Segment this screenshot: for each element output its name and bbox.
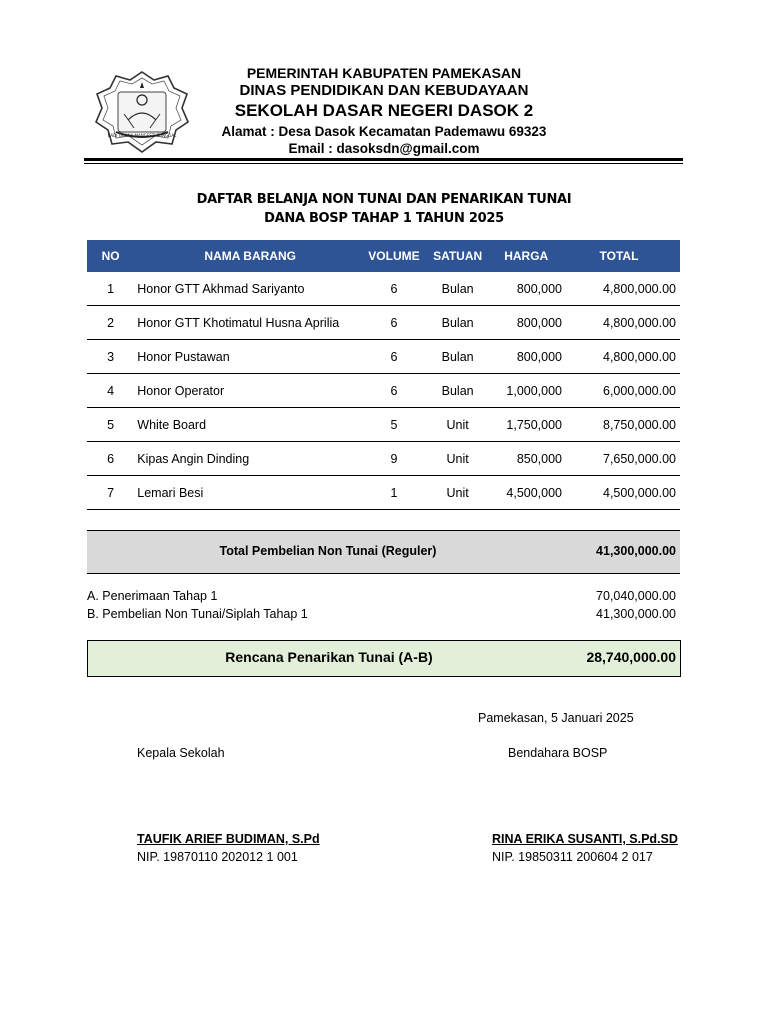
header-rule-thin xyxy=(84,163,683,164)
cell-volume: 6 xyxy=(363,306,425,340)
col-header-no: NO xyxy=(87,240,134,272)
summary-b-value: 41,300,000.00 xyxy=(596,607,676,621)
logo-motto: BADI GHANA MANGESTI TUNGGAL xyxy=(107,133,177,138)
cell-volume: 6 xyxy=(363,272,425,306)
right-signatory-name: RINA ERIKA SUSANTI, S.Pd.SD xyxy=(492,832,678,846)
cell-name: Honor Operator xyxy=(134,374,363,408)
col-header-total: TOTAL xyxy=(562,240,680,272)
place-date: Pamekasan, 5 Januari 2025 xyxy=(478,711,634,725)
table-row xyxy=(87,476,680,510)
header-government: PEMERINTAH KABUPATEN PAMEKASAN xyxy=(246,65,522,81)
cell-volume: 9 xyxy=(363,442,425,476)
table-header-row xyxy=(87,240,680,272)
cell-name: Kipas Angin Dinding xyxy=(134,442,363,476)
right-signatory-nip: NIP. 19850311 200604 2 017 xyxy=(492,850,653,864)
cell-name: Honor GTT Khotimatul Husna Aprilia xyxy=(134,306,363,340)
cell-total: 4,800,000.00 xyxy=(562,306,680,340)
left-signatory-role: Kepala Sekolah xyxy=(137,746,225,760)
summary-a-value: 70,040,000.00 xyxy=(596,589,676,603)
cell-unit: Bulan xyxy=(425,272,491,306)
summary-row-a xyxy=(87,589,676,603)
cell-unit: Bulan xyxy=(425,306,491,340)
cell-no: 4 xyxy=(87,374,134,408)
table-row xyxy=(87,272,680,306)
col-header-unit: SATUAN xyxy=(425,240,491,272)
cell-volume: 5 xyxy=(363,408,425,442)
cell-total: 6,000,000.00 xyxy=(562,374,680,408)
cell-total: 4,500,000.00 xyxy=(562,476,680,510)
cell-no: 5 xyxy=(87,408,134,442)
cell-name: Lemari Besi xyxy=(134,476,363,510)
cell-total: 4,800,000.00 xyxy=(562,272,680,306)
summary-a-label: A. Penerimaan Tahap 1 xyxy=(87,589,218,603)
cell-unit: Unit xyxy=(425,442,491,476)
cell-name: Honor GTT Akhmad Sariyanto xyxy=(134,272,363,306)
header-rule-thick xyxy=(84,158,683,161)
cell-price: 1,750,000 xyxy=(490,408,562,442)
col-header-volume: VOLUME xyxy=(363,240,425,272)
cell-volume: 6 xyxy=(363,340,425,374)
col-header-name: NAMA BARANG xyxy=(134,240,363,272)
total-noncash-box xyxy=(87,530,680,574)
col-header-price: HARGA xyxy=(490,240,562,272)
table-row xyxy=(87,306,680,340)
cell-price: 850,000 xyxy=(490,442,562,476)
plan-value: 28,740,000.00 xyxy=(586,649,676,665)
cell-name: Honor Pustawan xyxy=(134,340,363,374)
cell-price: 4,500,000 xyxy=(490,476,562,510)
header-email: Email : dasoksdn@gmail.com xyxy=(288,141,480,156)
document-subtitle: DANA BOSP TAHAP 1 TAHUN 2025 xyxy=(264,211,504,226)
cell-name: White Board xyxy=(134,408,363,442)
table-row xyxy=(87,340,680,374)
cell-price: 800,000 xyxy=(490,340,562,374)
cell-price: 800,000 xyxy=(490,272,562,306)
header-address: Alamat : Desa Dasok Kecamatan Pademawu 69323 xyxy=(221,124,547,139)
left-signatory-name: TAUFIK ARIEF BUDIMAN, S.Pd xyxy=(137,832,320,846)
cell-volume: 6 xyxy=(363,374,425,408)
cell-price: 800,000 xyxy=(490,306,562,340)
table-row xyxy=(87,374,680,408)
cell-volume: 1 xyxy=(363,476,425,510)
total-noncash-label: Total Pembelian Non Tunai (Reguler) xyxy=(219,544,437,558)
summary-b-label: B. Pembelian Non Tunai/Siplah Tahap 1 xyxy=(87,607,308,621)
table-row xyxy=(87,408,680,442)
header-school-name: SEKOLAH DASAR NEGERI DASOK 2 xyxy=(234,101,534,120)
header-department: DINAS PENDIDIKAN DAN KEBUDAYAAN xyxy=(239,82,529,99)
total-noncash-value: 41,300,000.00 xyxy=(596,544,676,558)
cell-unit: Bulan xyxy=(425,374,491,408)
summary-row-b xyxy=(87,607,676,621)
table-row xyxy=(87,442,680,476)
plan-label: Rencana Penarikan Tunai (A-B) xyxy=(225,649,433,665)
cell-no: 6 xyxy=(87,442,134,476)
document-title: DAFTAR BELANJA NON TUNAI DAN PENARIKAN TUNAI xyxy=(196,192,572,207)
cell-total: 8,750,000.00 xyxy=(562,408,680,442)
right-signatory-role: Bendahara BOSP xyxy=(508,746,608,760)
cell-no: 7 xyxy=(87,476,134,510)
cell-no: 2 xyxy=(87,306,134,340)
items-table xyxy=(87,240,680,510)
cell-no: 1 xyxy=(87,272,134,306)
cash-withdrawal-plan-box xyxy=(87,640,681,677)
cell-unit: Unit xyxy=(425,476,491,510)
cell-unit: Bulan xyxy=(425,340,491,374)
cell-price: 1,000,000 xyxy=(490,374,562,408)
cell-unit: Unit xyxy=(425,408,491,442)
cell-no: 3 xyxy=(87,340,134,374)
cell-total: 4,800,000.00 xyxy=(562,340,680,374)
cell-total: 7,650,000.00 xyxy=(562,442,680,476)
left-signatory-nip: NIP. 19870110 202012 1 001 xyxy=(137,850,298,864)
